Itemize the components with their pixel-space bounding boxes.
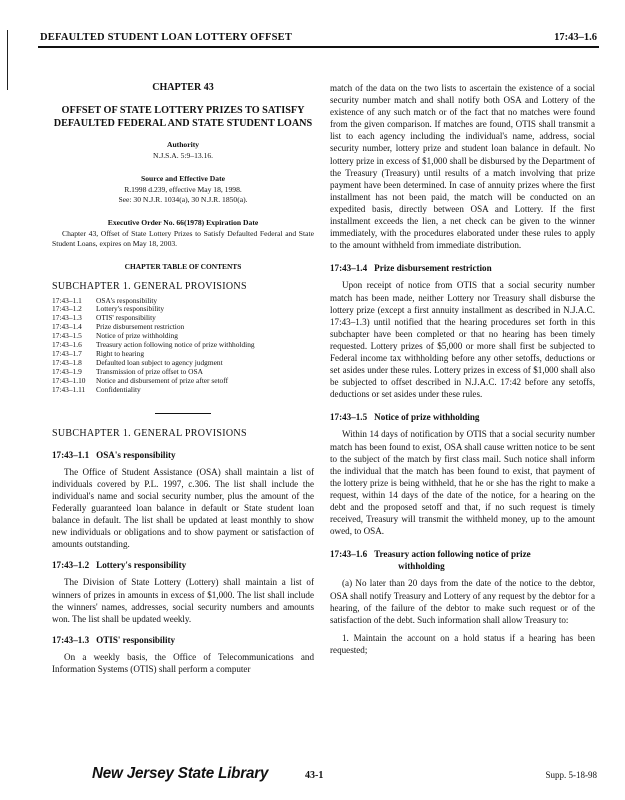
left-column: [52, 82, 314, 675]
chapter-number: CHAPTER 43: [152, 82, 214, 93]
section-text-1-6-1: 1. Maintain the account on a hold status if a hearing has been requested;: [330, 632, 595, 655]
toc-entry[interactable]: 17:43–1.2 Lottery's responsibility: [52, 304, 165, 314]
source-line-2: See: 30 N.J.R. 1034(a), 30 N.J.R. 1850(a).: [118, 195, 248, 205]
toc-entry[interactable]: 17:43–1.7 Right to hearing: [52, 349, 145, 358]
section-heading-1-1: 17:43–1.1 OSA's responsibility: [52, 449, 176, 460]
running-header-title: DEFAULTED STUDENT LOAN LOTTERY OFFSET: [40, 32, 293, 43]
section-divider: [155, 413, 211, 414]
section-heading-1-6: 17:43–1.6 Treasury action following notice of prize withholding: [330, 549, 531, 572]
authority-text: N.J.S.A. 5:9–13.16.: [152, 151, 214, 161]
section-heading-1-3: 17:43–1.3 OTIS' responsibility: [52, 634, 176, 645]
section-text-1-3-continued: match of the data on the two lists to ascertain the existence of a social security number match and shall notify both OSA and Lottery of the existence of any such match or of the fact that no matches were found from the given comparison. If matches are found, OTIS shall transmit a list to each agency including the individual's name, address, social security number, lottery prize and student loan balance in default. No lottery prize in excess of $1,000 shall be disbursed by the Department of the Treasury (Treasury) until results of a match involving that prize payment have been determined. In case of annuity prizes where the first installment has not been paid, the match will be conducted on an expedited basis, directly between OSA and Lottery. If the first installment exceeds the lien, a net check can be given to the winner immediately, with the procedures elaborated under these rules to apply to the amount withheld from immediate distribution.: [330, 83, 595, 251]
toc-subchapter-heading: SUBCHAPTER 1. GENERAL PROVISIONS: [52, 281, 247, 293]
page-number: 43-1: [305, 770, 324, 781]
section-text-1-3: On a weekly basis, the Office of Telecommunications and Information Systems (OTIS) shall perform a computer: [52, 651, 314, 675]
table-of-contents: [52, 297, 314, 395]
running-header-section: 17:43–1.6: [554, 32, 597, 43]
chapter-title: OFFSET OF STATE LOTTERY PRIZES TO SATISFY DEFAULTED FEDERAL AND STATE STUDENT LOANS: [53, 105, 313, 130]
toc-entry[interactable]: 17:43–1.5 Notice of prize withholding: [52, 331, 178, 341]
toc-heading: CHAPTER TABLE OF CONTENTS: [124, 262, 242, 272]
toc-entry[interactable]: 17:43–1.8 Defaulted loan subject to agency judgment: [52, 357, 223, 367]
section-heading-1-4: 17:43–1.4 Prize disbursement restriction: [330, 263, 492, 274]
section-text-1-5: Within 14 days of notification by OTIS that a social security number match has been found to exist, OSA shall cause written notice to be sent to the subject of the match by first class mail. Such notice shall inform the individual that the match has been found to exist, that payment of the lottery prize is being withheld, that he or she has the right to make a request, within 14 days of the date of the notice, for a hearing on the debt and the proposed setoff and that, if no such request is timely received, Treasury will transmit the withheld money, up to the amount owed, to OSA.: [330, 429, 595, 537]
toc-entry[interactable]: 17:43–1.6 Treasury action following notice of prize withholding: [52, 340, 255, 350]
toc-entry[interactable]: 17:43–1.11 Confidentiality: [52, 384, 141, 394]
source-line-1: R.1998 d.239, effective May 18, 1998.: [124, 185, 242, 195]
supplement-date: Supp. 5-18-98: [545, 770, 597, 780]
toc-entry[interactable]: 17:43–1.4 Prize disbursement restriction: [52, 322, 185, 332]
library-stamp: New Jersey State Library: [92, 765, 269, 782]
section-text-1-6-a: (a) No later than 20 days from the date of the notice to the debtor, OSA shall notify Treasury and Lottery of any request by the debtor for a hearing, of the failure of the debtor to make such request or of the satisfaction of the debt. Such information shall allow Treasury to:: [330, 578, 595, 625]
header-rule: [38, 46, 599, 48]
page-edge-mark: [7, 30, 8, 90]
subchapter-heading: SUBCHAPTER 1. GENERAL PROVISIONS: [52, 427, 247, 439]
section-text-1-4: Upon receipt of notice from OTIS that a social security number match has been made, neither Lottery nor Treasury shall disburse the lottery prize (except a first annuity installment as described in N.J.A.C. 17:43–1.3) until notified that the hearing procedures set forth in this subchapter have been completed or that no hearing has been timely requested. Lottery prizes of $5,000 or more shall first be subjected to Federal income tax withholding before any other setoffs, deductions or set asides under these rules. Lottery prizes in excess of $1,000 shall also be subjected to offset described in N.J.A.C. 17:42 before any setoffs, deductions or set asides under these rules.: [330, 280, 595, 400]
section-text-1-1: The Office of Student Assistance (OSA) shall maintain a list of individuals covered by P.L. 1997, c.306. The list shall include the individual's name and social security number, plus the amount of the Federally guaranteed loan balance in default or State student loan balance in default. The list shall be updated at least monthly to show new individuals or obligations and to show payment or satisfaction of amounts outstanding.: [52, 466, 314, 550]
authority-heading: Authority: [166, 140, 200, 150]
section-heading-1-5: 17:43–1.5 Notice of prize withholding: [330, 412, 480, 423]
executive-order-text: Chapter 43, Offset of State Lottery Prizes to Satisfy Defaulted Federal and State Student Loans, expires on May 18, 2003.: [52, 229, 314, 249]
toc-entry[interactable]: 17:43–1.3 OTIS' responsibility: [52, 313, 156, 323]
right-column: [330, 82, 595, 656]
section-heading-1-2: 17:43–1.2 Lottery's responsibility: [52, 560, 187, 571]
toc-entry[interactable]: 17:43–1.10 Notice and disbursement of prize after setoff: [52, 375, 229, 385]
executive-order-heading: Executive Order No. 66(1978) Expiration Date: [107, 218, 259, 228]
toc-entry[interactable]: 17:43–1.1 OSA's responsibility: [52, 295, 158, 305]
section-text-1-2: The Division of State Lottery (Lottery) shall maintain a list of winners of prizes in amounts in excess of $1,000. The list shall include the winners' names, addresses, social security numbers and amounts won. The list shall be updated weekly.: [52, 577, 314, 624]
toc-entry[interactable]: 17:43–1.9 Transmission of prize offset to OSA: [52, 366, 203, 376]
source-heading: Source and Effective Date: [140, 174, 225, 184]
